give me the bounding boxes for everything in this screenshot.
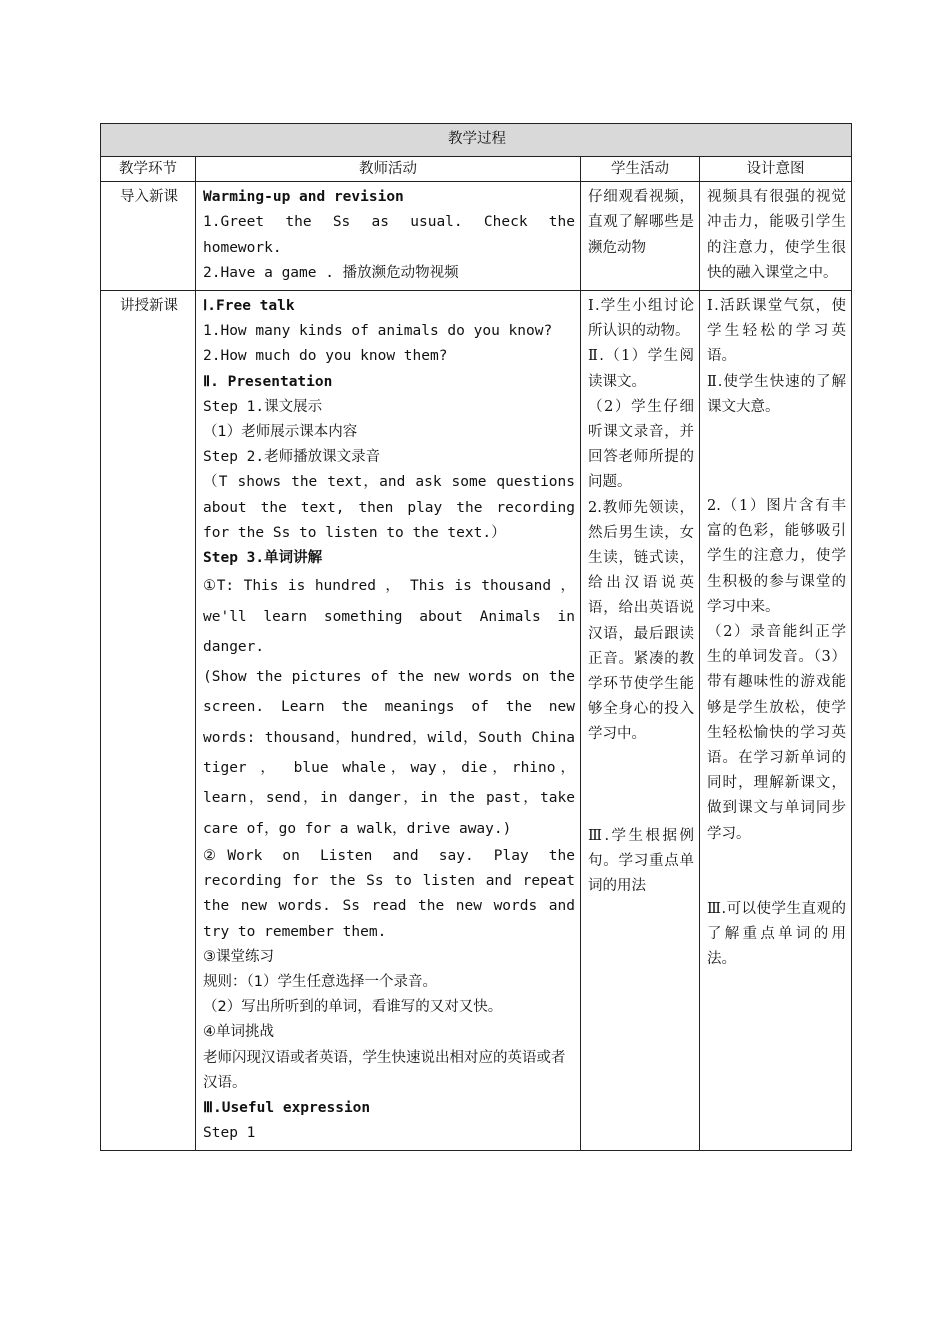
activity-line: ④单词挑战 — [203, 1024, 274, 1041]
activity-line: （1）老师展示课本内容 — [203, 424, 358, 441]
activity-line: 1.Greet the Ss as usual. Check the homework. — [203, 214, 575, 256]
activity-line: ②Work on Listen and say. Play the recording for the Ss to listen and repeat the new words. Ss read the new words and try to remember them. — [203, 847, 575, 940]
activity-line: 1.How many kinds of animals do you know? — [203, 323, 553, 340]
activity-line: ③课堂练习 — [203, 948, 274, 965]
activity-line: 规则：（1）学生任意选择一个录音。 — [203, 973, 437, 990]
step-heading: Step 3.单词讲解 — [203, 550, 323, 567]
design-intent-cell — [700, 182, 852, 291]
teacher-activity-cell — [196, 182, 581, 291]
stage-cell: 导入新课 — [101, 182, 196, 291]
student-line: Ⅱ.（1）学生阅读课文。 — [588, 348, 694, 390]
intent-line: 2.（1）图片含有丰富的色彩，能够吸引学生的注意力，使学生积极的参与课堂的学习中来。 — [707, 498, 846, 615]
student-activity-cell — [581, 291, 700, 1151]
table-row — [101, 291, 852, 1151]
student-activity-cell — [581, 182, 700, 291]
student-line: 仔细观看视频，直观了解哪些是濒危动物 — [588, 189, 694, 256]
student-line: Ⅰ.学生小组讨论所认识的动物。 — [588, 298, 694, 340]
activity-line: (Show the pictures of the new words on the screen. Learn the meanings of the new words: thousand，hundred，wild，South China tiger ， blue whale，way，die，rhino，learn，send，in danger，in the past，take care of，go for a walk，drive away.) — [203, 669, 575, 837]
header-student-activity: 学生活动 — [581, 157, 700, 182]
activity-line: Step 1 — [203, 1125, 256, 1142]
section-heading: Ⅰ.Free talk — [203, 298, 295, 315]
teacher-activity-cell — [196, 291, 581, 1151]
student-line: 2.教师先领读，然后男生读，女生读，链式读，给出汉语说英语，给出英语说汉语，最后跟读正音。紧凑的教学环节使学生能够全身心的投入学习中。 — [588, 499, 694, 743]
intent-line: 视频具有很强的视觉冲击力，能吸引学生的注意力，使学生很快的融入课堂之中。 — [707, 189, 846, 281]
header-stage: 教学环节 — [101, 157, 196, 182]
activity-line: （2）写出所听到的单词，看谁写的又对又快。 — [203, 999, 503, 1016]
activity-line: 2.How much do you know them? — [203, 348, 448, 365]
intent-line: Ⅲ.可以使学生直观的了解重点单词的用法。 — [707, 900, 846, 968]
intent-line: （2）录音能纠正学生的单词发音。（3）带有趣味性的游戏能够是学生放松，使学生轻松愉快的学习英语。在学习新单词的同时，理解新课文，做到课文与单词同步学习。 — [707, 624, 846, 842]
activity-line: Step 1.课文展示 — [203, 398, 323, 415]
header-teacher-activity: 教师活动 — [196, 157, 581, 182]
design-intent-cell — [700, 291, 852, 1151]
activity-line: Step 2.老师播放课文录音 — [203, 449, 381, 466]
student-line: Ⅲ.学生根据例句。学习重点单词的用法 — [588, 827, 694, 895]
intent-line: Ⅱ.使学生快速的了解课文大意。 — [707, 373, 846, 415]
intent-line: Ⅰ.活跃课堂气氛，使学生轻松的学习英语。 — [707, 298, 846, 365]
activity-line: 老师闪现汉语或者英语，学生快速说出相对应的英语或者汉语。 — [203, 1049, 566, 1091]
header-design-intent: 设计意图 — [700, 157, 852, 182]
table-row — [101, 182, 852, 291]
activity-line: 2.Have a game . 播放濒危动物视频 — [203, 264, 459, 281]
activity-line: ①T: This is hundred ， This is thousand ， we'll learn something about Animals in danger. — [203, 578, 575, 655]
stage-cell: 讲授新课 — [101, 291, 196, 1151]
section-heading: Ⅲ.Useful expression — [203, 1099, 371, 1116]
lesson-process-table — [100, 123, 852, 1151]
section-heading: Ⅱ. Presentation — [203, 373, 333, 390]
section-heading: Warming-up and revision — [203, 189, 404, 206]
table-title: 教学过程 — [101, 124, 852, 157]
student-line: （2）学生仔细听课文录音，并回答老师所提的问题。 — [588, 398, 694, 491]
activity-line: （T shows the text，and ask some questions about the text, then play the recording for the Ss to listen to the text.） — [203, 474, 575, 541]
